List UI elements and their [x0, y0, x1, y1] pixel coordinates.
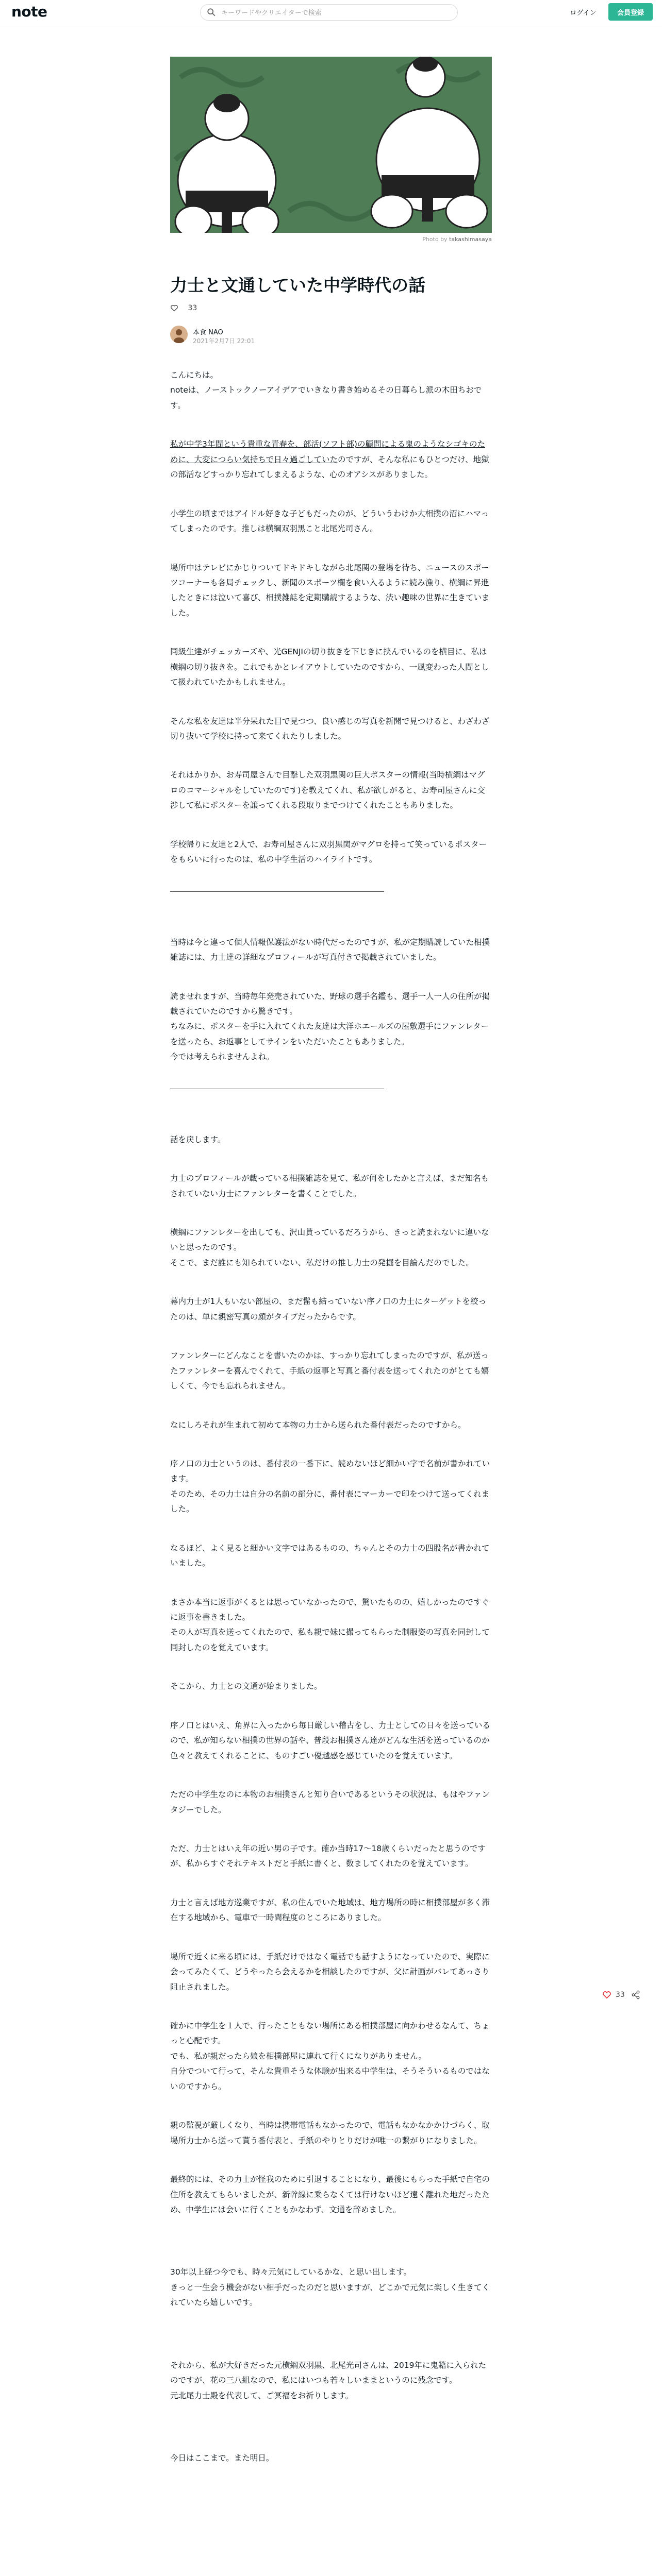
login-button[interactable]: ログイン — [565, 4, 601, 20]
paragraph: 同級生達がチェッカーズや、光GENJIの切り抜きを下じきに挟んでいるのを横目に、私は横綱の切り抜きを。これでもかとレイアウトしていたのですから、一風変わった人間として扱われていたかもしれません。 — [170, 647, 489, 687]
credit-prefix: Photo by — [422, 236, 448, 243]
paragraph: 序ノ口の力士というのは、番付表の一番下に、読めないほど細かい字で名前が書かれています。 そのため、その力士は自分の名前の部分に、番付表にマーカーで印をつけて送ってくれました。 — [170, 1459, 490, 1514]
paragraph: 確かに中学生を１人で、行ったこともない場所にある相撲部屋に向かわせるなんて、ちょっと心配です。 でも、私が親だったら娘を相撲部屋に連れて行くになりがありません。 自分でついて行って、そんな貴重そうな体験が出来る中学生は、そうそういるものではないのですから。 — [170, 2021, 490, 2091]
hero-image — [170, 57, 492, 233]
paragraph: 読ませれますが、当時毎年発売されていた、野球の選手名鑑も、選手一人一人の住所が掲載されていたのですから驚きです。 ちなみに、ポスターを手に入れてくれた友達は大洋ホエールズの屋敷選手にファンレターを送ったら、お返事としてサインをいただいたこともありました。 今では考えられませんよね。 — [170, 991, 490, 1062]
floating-actions — [602, 1990, 640, 2006]
paragraph-underlined — [170, 437, 492, 482]
search-box[interactable] — [200, 4, 458, 21]
like-count: 33 — [188, 304, 197, 312]
share-icon[interactable] — [631, 1990, 640, 1999]
author-avatar[interactable] — [170, 326, 188, 343]
photo-credit — [170, 233, 492, 243]
paragraph: ファンレターにどんなことを書いたのかは、すっかり忘れてしまったのですが、私が送ったファンレターを喜んでくれて、手紙の返事と写真と番付表を送ってくれたのがとても嬉しくて、今でも忘れられません。 — [170, 1351, 489, 1391]
paragraph: 場所で近くに来る頃には、手紙だけではなく電話でも話すようになっていたので、実際に会ってみたくて、どうやったら会えるかを相談したのですが、父に計画がバレてあっさり阻止されました。 — [170, 1952, 490, 1992]
paragraph: それから、私が大好きだった元横綱双羽黒、北尾光司さんは、2019年に鬼籍に入られたのですが、花の三八組なので、私にはいつも若々しいままというのに残念です。 元北尾力士殿を代表して、ご冥福をお祈りします。 — [170, 2360, 486, 2400]
signup-button[interactable]: 会員登録 — [608, 3, 653, 21]
author-name[interactable]: 本食 NAO — [193, 329, 223, 336]
paragraph: まさか本当に返事がくるとは思っていなかったので、驚いたものの、嬉しかったのですぐに返事を書きました。 その人が写真を送ってくれたので、私も親で妹に撮ってもらった制服姿の写真を同封して同封したのを覚えています。 — [170, 1597, 490, 1652]
paragraph: なにしろそれが生まれて初めて本物の力士から送られた番付表だったのですから。 — [170, 1420, 466, 1430]
paragraph: 今日はここまで。また明日。 — [170, 2453, 274, 2463]
paragraph: 幕内力士が1人もいない部屋の、まだ髷も結っていない序ノ口の力士にターゲットを絞ったのは、単に親密写真の顔がタイプだったからです。 — [170, 1297, 487, 1321]
underlined-text: 私が中学3年間という貴重な青春を、部活(ソフト部)の顧問による鬼のようなシゴキのために、大変につらい気持ちで日々過ごしていた — [170, 439, 485, 464]
paragraph: 30年以上経つ今でも、時々元気にしているかな、と思い出します。 きっと一生会う機会がない相手だったのだと思いますが、どこかで元気に楽しく生きてくれていたら嬉しいです。 — [170, 2267, 490, 2308]
paragraph: なるほど、よく見ると細かい文字ではあるものの、ちゃんとその力士の四股名が書かれていました。 — [170, 1543, 490, 1568]
post-date: 2021年2月7日 22:01 — [193, 337, 255, 345]
heart-icon[interactable] — [602, 1990, 611, 1999]
note-logo[interactable]: note — [11, 3, 47, 20]
article-title: 力士と文通していた中学時代の話 — [170, 275, 425, 295]
credit-author-link[interactable]: takashimasaya — [449, 236, 492, 243]
paragraph: 場所中はテレビにかじりついてドキドキしながら北尾関の登場を待ち、ニュースのスポーツコーナーも各局チェックし、新聞のスポーツ欄を食い入るように読み漁り、横綱に昇進したときには泣いて喜び、相撲雑誌を定期購読するような、渋い趣味の世界に生きていました。 — [170, 563, 490, 618]
paragraph: それはかりか、お寿司屋さんで目撃した双羽黒関の巨大ポスターの情報(当時横綱はマグロのコマーシャルをしていたのです)を教えてくれ、私が欲しがると、お寿司屋さんに交渉して私にポスターを譲ってくれる段取りまでつけてくれたこともありました。 — [170, 770, 485, 810]
paragraph: 話を戻します。 — [170, 1134, 226, 1144]
paragraph: そんな私を友達は半分呆れた目で見つつ、良い感じの写真を新聞で見つけると、わざわざ切り抜いて学校に持って来てくれたりしました。 — [170, 716, 490, 741]
paragraph: 学校帰りに友達と2人で、お寿司屋さんに双羽黒関がマグロを持って笑っているポスターをもらいに行ったのは、私の中学生活のハイライトです。 — [170, 839, 487, 865]
paragraph: 力士のプロフィールが載っている相撲雑誌を見て、私が何をしたかと言えば、まだ知名もされていない力士にファンレターを書くことでした。 — [170, 1174, 489, 1198]
paragraph: こんにちは。 noteは、ノーストックノーアイデアでいきなり書き始めるその日暮らし派の木田ちおです。 — [170, 370, 482, 410]
paragraph: 親の監視が厳しくなり、当時は携帯電話もなかったので、電話もなかなかかけづらく、取場所力士から送って貰う番付表と、手紙のやりとりだけが唯一の繋がりになりました。 — [170, 2121, 490, 2145]
paragraph: 横綱にファンレターを出しても、沢山貰っているだろうから、きっと読まれないに違いないと思ったのです。 そこで、まだ誰にも知られていない、私だけの推し力士の発掘を目論んだのでした。 — [170, 1228, 489, 1267]
paragraph: ただ、力士とはいえ年の近い男の子です。確か当時17～18歳くらいだったと思うのですが、私からすぐそれテキストだと手紙に書くと、数ましてくれたのを覚えています。 — [170, 1843, 486, 1869]
paragraph: 小学生の頃まではアイドル好きな子どもだったのが、どういうわけか大相撲の沼にハマってしまったのです。推しは横綱双羽黒こと北尾光司さん。 — [170, 509, 489, 534]
heart-icon[interactable] — [170, 304, 178, 312]
paragraph: 序ノ口とはいえ、角界に入ったから毎日厳しい稽古をし、力士としての日々を送っているので、私が知らない相撲の世界の話や、普段お相撲さん達がどんな生活を送っているのか色々と教えてくれることに、ものすごい優越感を感じていたのを覚えています。 — [170, 1720, 490, 1760]
search-icon — [207, 8, 216, 17]
site-header — [0, 0, 662, 26]
paragraph: 当時は今と違って個人情報保護法がない時代だったのですが、私が定期購読していた相撲雑誌には、力士達の詳細なプロフィールが写真付きで掲載されていました。 — [170, 937, 490, 962]
paragraph: そこから、力士との文通が始まりました。 — [170, 1682, 322, 1691]
sumo-illustration — [170, 57, 492, 233]
search-input[interactable] — [220, 7, 449, 19]
article-body — [170, 368, 492, 2489]
section-divider — [170, 891, 384, 892]
paragraph: 最終的には、その力士が怪我のために引退することになり、最後にもらった手紙で自宅の住所を教えてもらいましたが、新幹線に乗らなくては行けないほど遠く離れた地だったため、中学生には会いに行くこともかなわず、文通を辞めました。 — [170, 2175, 490, 2214]
like-area[interactable] — [170, 304, 197, 314]
paragraph: ただの中学生なのに本物のお相撲さんと知り合いであるというその状況は、もはやファンタジーでした。 — [170, 1790, 490, 1815]
paragraph: 力士と言えば地方巡業ですが、私の住んでいた地域は、地方場所の時に相撲部屋が多く滞在する地域から、電車で一時間程度のところにありました。 — [170, 1897, 490, 1923]
paragraph-rest: のですが、そんな私にもひとつだけ、地獄の部活などすっかり忘れてしまえるような、心のオアシスがありました。 — [170, 454, 489, 480]
floating-like-count: 33 — [616, 1991, 625, 1999]
